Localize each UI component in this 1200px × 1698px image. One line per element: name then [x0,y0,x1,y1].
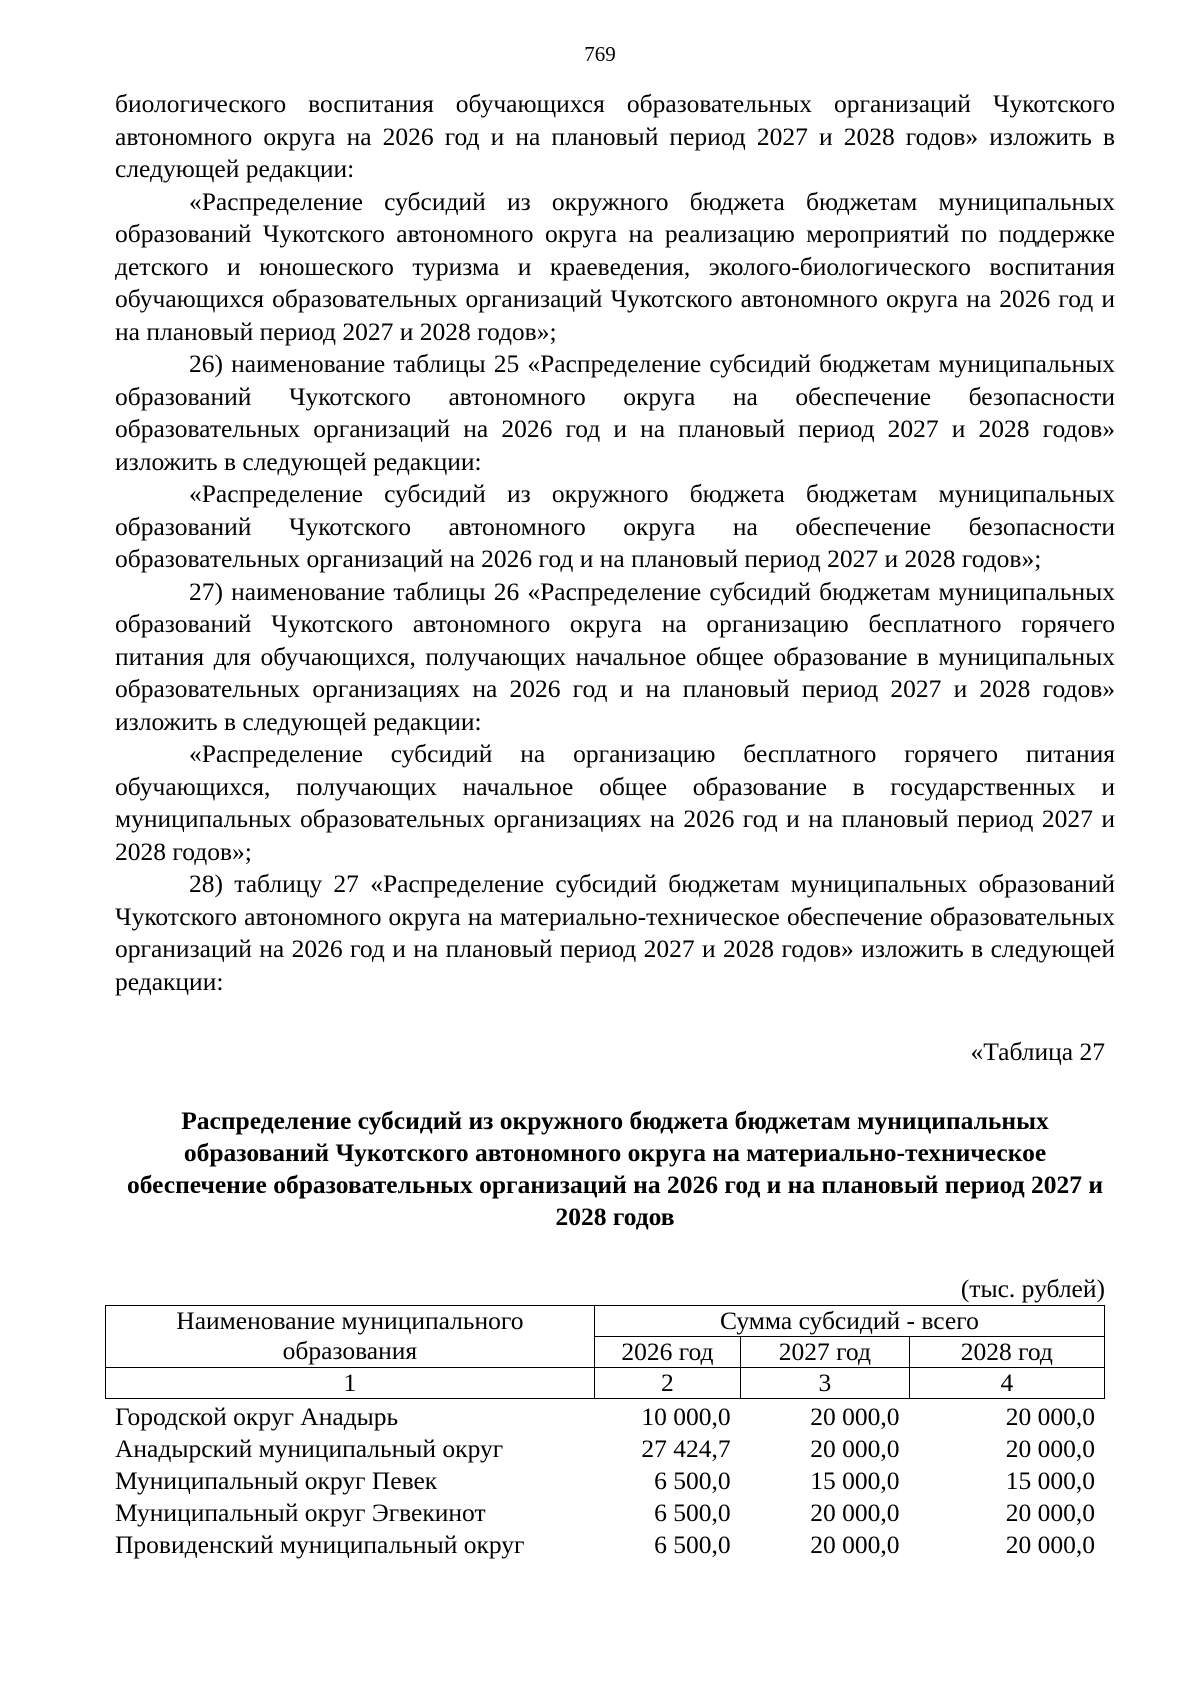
paragraph: 27) наименование таблицы 26 «Распределение субсидий бюджетам муниципальных образований Чукотского автономного округа на организацию бесплатного горячего питания для обучающихся, получающих начальное общее образование в муниципальных образовательных организациях на 2026 год и на плановый период 2027 и 2028 годов» изложить в следующей редакции: [115,576,1115,736]
value-2026: 6 500,0 [654,1497,731,1527]
value-2026: 27 424,7 [641,1433,731,1463]
value-2028: 20 000,0 [1005,1401,1095,1431]
value-2028: 20 000,0 [1005,1497,1095,1527]
value-2027: 20 000,0 [810,1529,900,1559]
column-number: 2 [594,1367,740,1398]
row-name: Муниципальный округ Певек [115,1465,438,1495]
column-number: 3 [741,1367,910,1398]
row-name: Провиденский муниципальный округ [115,1529,525,1559]
column-number: 4 [909,1367,1104,1398]
value-2028: 15 000,0 [1005,1465,1095,1495]
value-2028: 20 000,0 [1005,1529,1095,1559]
table-row [105,1465,1105,1497]
value-2028: 20 000,0 [1005,1433,1095,1463]
paragraph: «Распределение субсидий из окружного бюджета бюджетам муниципальных образований Чукотского автономного округа на обеспечение безопасности образовательных организаций на 2026 год и на плановый период 2027 и 2028 годов»; [115,479,1115,573]
value-2027: 20 000,0 [810,1497,900,1527]
value-2027: 15 000,0 [810,1465,900,1495]
paragraph: биологического воспитания обучающихся образовательных организаций Чукотского автономного округа на 2026 год и на плановый период 2027 и 2028 годов» изложить в следующей редакции: [115,89,1115,183]
unit-label: (тыс. рублей) [960,1273,1105,1303]
table-row [105,1401,1105,1433]
header-year-2027: 2027 год [741,1336,910,1367]
header-name-cell: Наименование муниципального образования [106,1305,595,1367]
paragraph: 28) таблицу 27 «Распределение субсидий бюджетам муниципальных образований Чукотского автономного округа на материально-техническое обеспечение образовательных организаций на 2026 год и на плановый период 2027 и 2028 годов» изложить в следующей редакции: [115,869,1115,996]
value-2027: 20 000,0 [810,1433,900,1463]
paragraph: «Распределение субсидий из окружного бюджета бюджетам муниципальных образований Чукотского автономного округа на реализацию мероприятий по поддержке детского и юношеского туризма и краеведения, эколого-биологического воспитания обучающихся образовательных организаций Чукотского автономного округа на 2026 год и на плановый период 2027 и 2028 годов»; [115,186,1115,346]
table-row [105,1529,1105,1561]
row-name: Анадырский муниципальный округ [115,1433,504,1463]
paragraph: «Распределение субсидий на организацию бесплатного горячего питания обучающихся, получающих начальное общее образование в государственных и муниципальных образовательных организациях на 2026 год и на плановый период 2027 и 2028 годов»; [115,739,1115,866]
value-2026: 6 500,0 [654,1465,731,1495]
row-name: Муниципальный округ Эгвекинот [115,1497,486,1527]
value-2026: 10 000,0 [641,1401,731,1431]
row-name: Городской округ Анадырь [115,1401,399,1431]
header-year-2026: 2026 год [594,1336,740,1367]
table-row [105,1433,1105,1465]
table-row [105,1497,1105,1529]
table-label: «Таблица 27 [970,1037,1105,1066]
header-year-2028: 2028 год [909,1336,1104,1367]
table-header [105,1305,1105,1399]
header-sum-cell: Сумма субсидий - всего [594,1305,1104,1336]
table-body [105,1401,1105,1561]
value-2026: 6 500,0 [654,1529,731,1559]
table-title: Распределение субсидий из окружного бюджета бюджетам муниципальных образований Чукотского автономного округа на материально-техническое обеспечение образовательных организаций на 2026 год и на плановый период 2027 и 2028 годов [126,1105,1104,1231]
page-number: 769 [584,42,616,66]
paragraph: 26) наименование таблицы 25 «Распределение субсидий бюджетам муниципальных образований Чукотского автономного округа на обеспечение безопасности образовательных организаций на 2026 год и на плановый период 2027 и 2028 годов» изложить в следующей редакции: [115,349,1115,476]
value-2027: 20 000,0 [810,1401,900,1431]
column-number: 1 [106,1367,595,1398]
document-body [115,88,1115,1561]
